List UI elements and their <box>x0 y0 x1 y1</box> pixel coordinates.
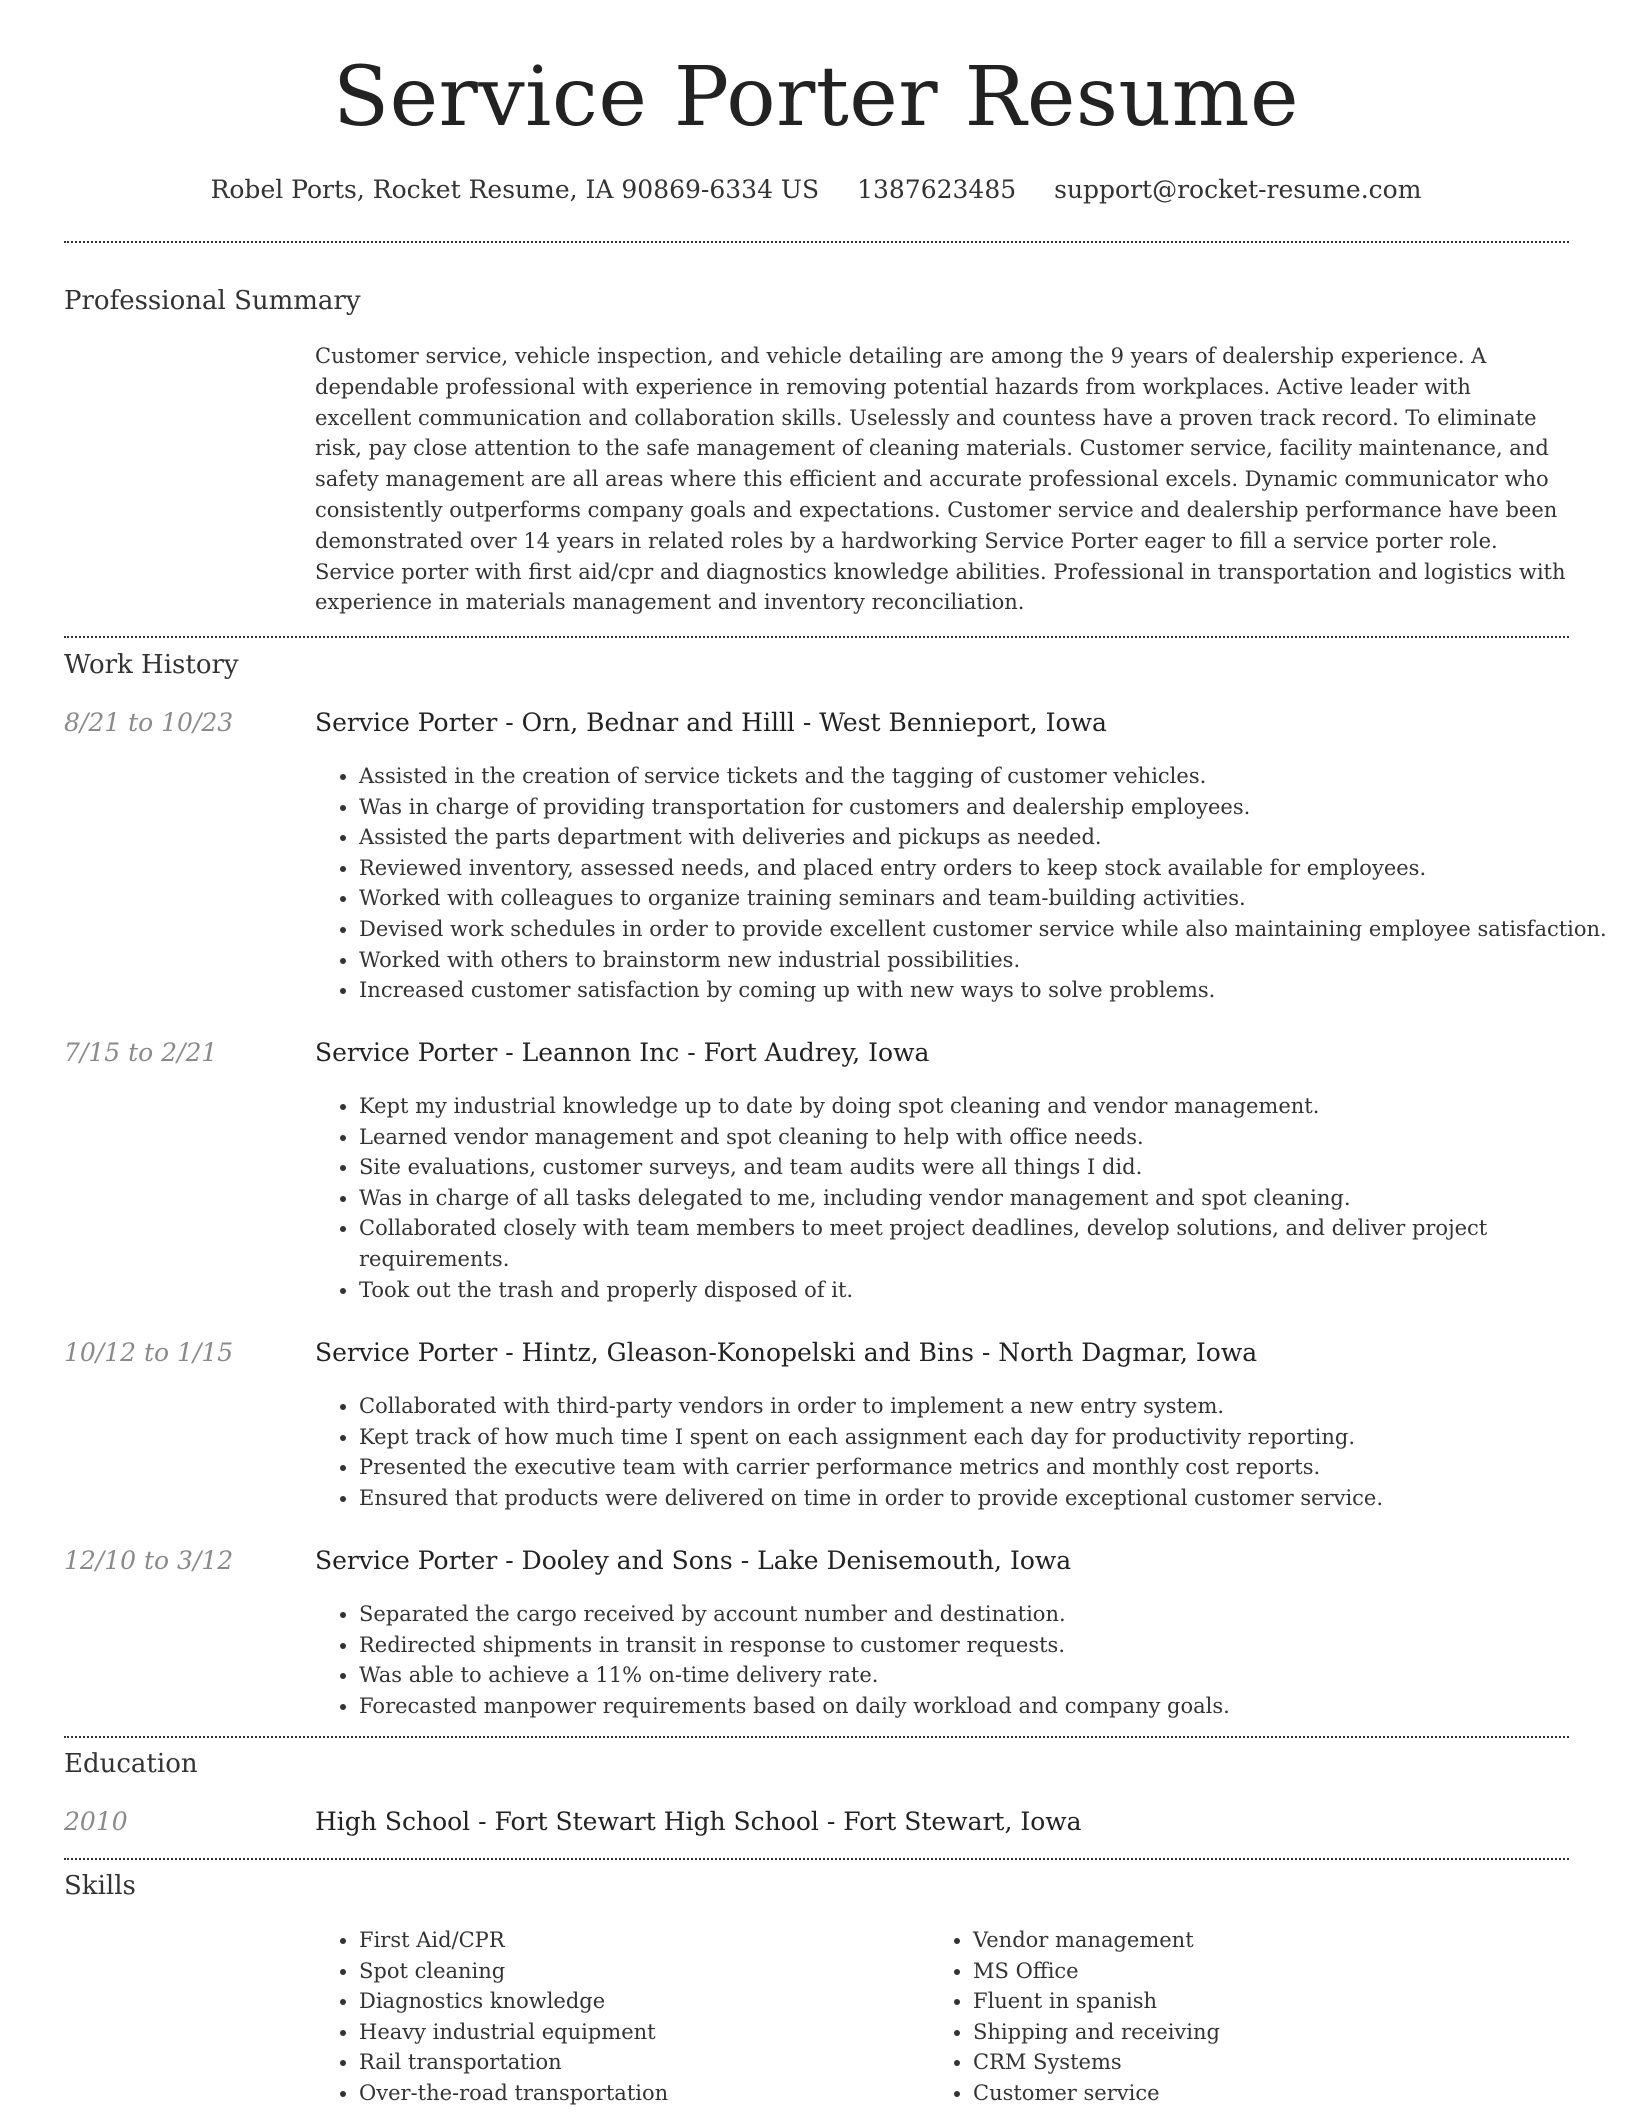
job-bullet: • Redirected shipments in transit in response to customer requests. <box>359 1630 1614 1661</box>
resume-title: Service Porter Resume <box>332 50 1300 145</box>
skill-item: • Heavy industrial equipment <box>359 2017 929 2048</box>
skill-item: • Spot cleaning <box>359 1956 929 1987</box>
skills-list-right <box>929 1925 1573 2109</box>
contact-email: support@rocket-resume.com <box>1054 175 1422 204</box>
skills-section-title: Skills <box>64 1871 136 1901</box>
job-bullet: • Separated the cargo received by account number and destination. <box>359 1599 1614 1630</box>
job-bullets <box>315 761 1614 1006</box>
job-bullet: • Reviewed inventory, assessed needs, and placed entry orders to keep stock available for employees. <box>359 853 1614 884</box>
skill-item: • Vendor management <box>973 1925 1573 1956</box>
job-bullets <box>315 1391 1614 1513</box>
job-bullet: • Assisted in the creation of service tickets and the tagging of customer vehicles. <box>359 761 1614 792</box>
job-dates: 12/10 to 3/12 <box>64 1546 234 1575</box>
job-bullet: • Site evaluations, customer surveys, and team audits were all things I did. <box>359 1152 1614 1183</box>
skills-list-left <box>315 1925 929 2109</box>
skill-item: • Rail transportation <box>359 2047 929 2078</box>
job-bullet: • Kept my industrial knowledge up to date by doing spot cleaning and vendor management. <box>359 1091 1614 1122</box>
skill-item: • First Aid/CPR <box>359 1925 929 1956</box>
job-heading: Service Porter - Dooley and Sons - Lake Denisemouth, Iowa <box>315 1546 1072 1575</box>
job-dates: 10/12 to 1/15 <box>64 1338 234 1367</box>
job-bullet: • Was in charge of providing transportation for customers and dealership employees. <box>359 792 1614 823</box>
job-bullet: • Kept track of how much time I spent on each assignment each day for productivity reporting. <box>359 1422 1614 1453</box>
job-dates: 8/21 to 10/23 <box>64 708 234 737</box>
contact-phone: 1387623485 <box>857 175 1017 204</box>
section-divider <box>64 1858 1569 1860</box>
job-heading: Service Porter - Orn, Bednar and Hilll - West Bennieport, Iowa <box>315 708 1107 737</box>
section-divider <box>64 636 1569 638</box>
job-bullet: • Forecasted manpower requirements based on daily workload and company goals. <box>359 1691 1614 1722</box>
job-bullet: • Increased customer satisfaction by coming up with new ways to solve problems. <box>359 975 1614 1006</box>
job-dates: 7/15 to 2/21 <box>64 1038 218 1067</box>
contact-line <box>0 170 1632 210</box>
contact-address: Robel Ports, Rocket Resume, IA 90869-6334 US <box>210 175 820 204</box>
skill-item: • Shipping and receiving <box>973 2017 1573 2048</box>
job-bullet: • Devised work schedules in order to provide excellent customer service while also maintaining employee satisfaction. <box>359 914 1614 945</box>
job-bullet: • Ensured that products were delivered on time in order to provide exceptional customer service. <box>359 1483 1614 1514</box>
job-bullet: • Learned vendor management and spot cleaning to help with office needs. <box>359 1122 1614 1153</box>
skill-item: • CRM Systems <box>973 2047 1573 2078</box>
summary-text: Customer service, vehicle inspection, and vehicle detailing are among the 9 years of dealership experience. A dependable professional with experience in removing potential hazards from workplaces. Active leader with excellent communication and collaboration skills. Uselessly and countess have a proven track record. To eliminate risk, pay close attention to the safe management of cleaning materials. Customer service, facility maintenance, and safety management are all areas where this efficient and accurate professional excels. Dynamic communicator who consistently outperforms company goals and expectations. Customer service and dealership performance have been demonstrated over 14 years in related roles by a hardworking Service Porter eager to fill a service porter role. Service porter with first aid/cpr and diagnostics knowledge abilities. Professional in transportation and logistics with experience in materials management and inventory reconciliation. <box>315 344 1566 615</box>
job-bullet: • Was able to achieve a 11% on-time delivery rate. <box>359 1660 1614 1691</box>
job-bullets <box>315 1599 1614 1721</box>
skill-item: • Customer service <box>973 2078 1573 2109</box>
section-divider <box>64 241 1569 243</box>
education-section-title: Education <box>64 1749 198 1779</box>
job-bullet: • Worked with others to brainstorm new industrial possibilities. <box>359 945 1614 976</box>
summary-section-title: Professional Summary <box>64 286 361 316</box>
job-bullet: • Was in charge of all tasks delegated to me, including vendor management and spot cleaning. <box>359 1183 1614 1214</box>
section-divider <box>64 1736 1569 1738</box>
job-bullets <box>315 1091 1614 1305</box>
job-bullet: • Took out the trash and properly disposed of it. <box>359 1275 1614 1306</box>
job-bullet: • Presented the executive team with carrier performance metrics and monthly cost reports. <box>359 1452 1614 1483</box>
skill-item: • MS Office <box>973 1956 1573 1987</box>
education-year: 2010 <box>64 1807 128 1836</box>
skill-item: • Over-the-road transportation <box>359 2078 929 2109</box>
job-bullet: • Worked with colleagues to organize training seminars and team-building activities. <box>359 883 1614 914</box>
education-heading: High School - Fort Stewart High School - Fort Stewart, Iowa <box>315 1807 1082 1836</box>
skill-item: • Diagnostics knowledge <box>359 1986 929 2017</box>
job-bullet: • Assisted the parts department with deliveries and pickups as needed. <box>359 822 1614 853</box>
job-heading: Service Porter - Leannon Inc - Fort Audrey, Iowa <box>315 1038 930 1067</box>
job-bullet: • Collaborated with third-party vendors in order to implement a new entry system. <box>359 1391 1614 1422</box>
work-history-section-title: Work History <box>64 650 239 680</box>
job-heading: Service Porter - Hintz, Gleason-Konopelski and Bins - North Dagmar, Iowa <box>315 1338 1258 1367</box>
job-bullet: • Collaborated closely with team members to meet project deadlines, develop solutions, and deliver project requirements. <box>359 1213 1614 1274</box>
skill-item: • Fluent in spanish <box>973 1986 1573 2017</box>
